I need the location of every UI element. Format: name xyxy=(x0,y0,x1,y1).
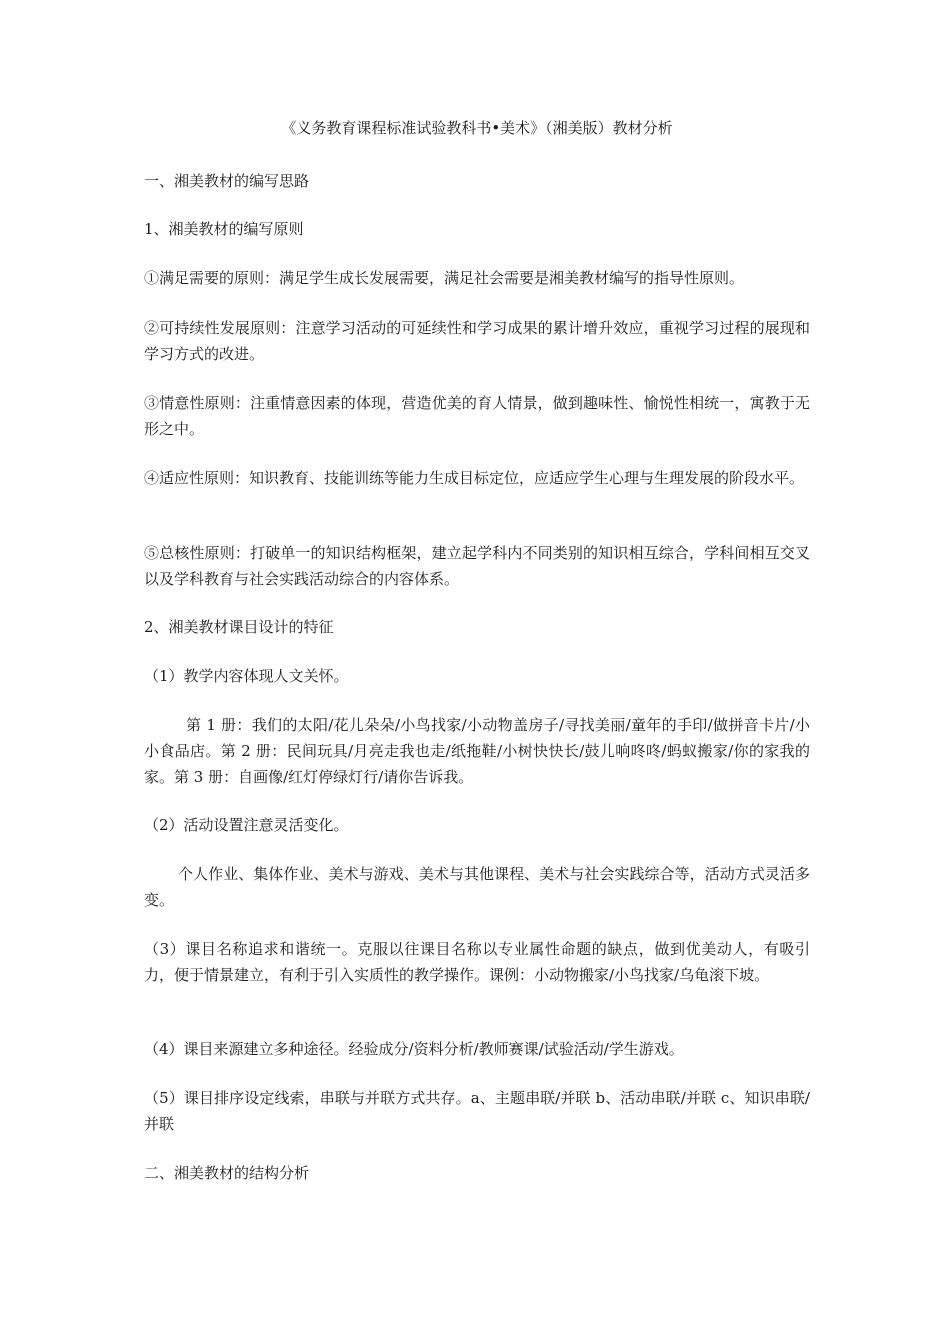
principle-2: ②可持续性发展原则：注意学习活动的可延续性和学习成果的累计增升效应，重视学习过程的展现和学习方式的改进。 xyxy=(144,319,810,363)
feature-1-detail: 第 1 册：我们的太阳/花儿朵朵/小鸟找家/小动物盖房子/寻找美丽/童年的手印/做拼音卡片/小小食品店。第 2 册：民间玩具/月亮走我也走/纸拖鞋/小树快快长/鼓儿响咚咚/蚂蚁搬家/你的家我的家。第 3 册：自画像/红灯停绿灯行/请你告诉我。 xyxy=(144,716,810,786)
feature-3: （3）课目名称追求和谐统一。克服以往课目名称以专业属性命题的缺点，做到优美动人，有吸引力，便于情景建立，有利于引入实质性的教学操作。课例：小动物搬家/小鸟找家/乌龟滚下坡。 xyxy=(144,940,810,984)
feature-2: （2）活动设置注意灵活变化。 xyxy=(144,816,349,834)
sub1-heading: 1、湘美教材的编写原则 xyxy=(144,220,304,238)
feature-2-detail: 个人作业、集体作业、美术与游戏、美术与其他课程、美术与社会实践综合等，活动方式灵活多变。 xyxy=(144,865,810,909)
principle-4: ④适应性原则：知识教育、技能训练等能力生成目标定位，应适应学生心理与生理发展的阶段水平。 xyxy=(144,469,805,487)
feature-4: （4）课目来源建立多种途径。经验成分/资料分析/教师赛课/试验活动/学生游戏。 xyxy=(144,1040,684,1058)
document-title: 《义务教育课程标准试验教科书•美术》（湘美版）教材分析 xyxy=(281,119,673,137)
principle-5: ⑤总核性原则：打破单一的知识结构框架，建立起学科内不同类别的知识相互综合，学科间相互交叉以及学科教育与社会实践活动综合的内容体系。 xyxy=(144,544,810,588)
section2-heading: 二、湘美教材的结构分析 xyxy=(144,1164,310,1182)
sub2-heading: 2、湘美教材课目设计的特征 xyxy=(144,618,334,636)
principle-3: ③情意性原则：注重情意因素的体现，营造优美的育人情景，做到趣味性、愉悦性相统一，寓教于无形之中。 xyxy=(144,394,810,438)
feature-1: （1）教学内容体现人文关怀。 xyxy=(144,667,349,685)
feature-5: （5）课目排序设定线索，串联与并联方式共存。a、主题串联/并联 b、活动串联/并联 c、知识串联/并联 xyxy=(144,1089,810,1133)
principle-1: ①满足需要的原则：满足学生成长发展需要，满足社会需要是湘美教材编写的指导性原则。 xyxy=(144,269,745,287)
section1-heading: 一、湘美教材的编写思路 xyxy=(144,172,310,190)
